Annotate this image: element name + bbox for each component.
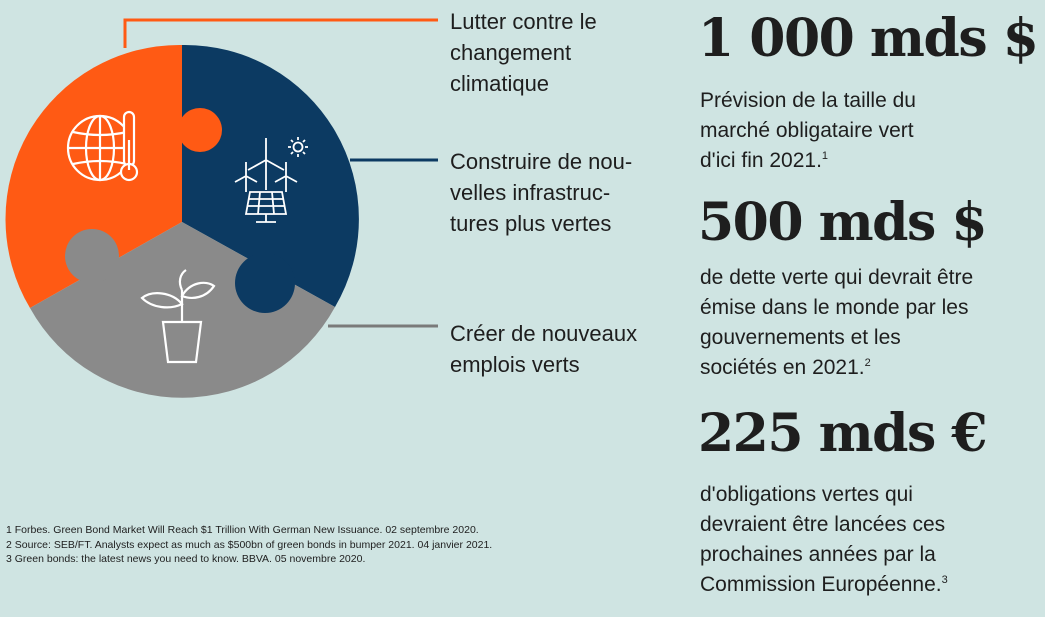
stat-value-1: 1 000 mds $: [698, 8, 1038, 69]
label-infrastructure-line: Construire de nou-: [450, 149, 633, 174]
label-climate-line: changement: [450, 40, 572, 65]
stat-desc-line: émise dans le monde par les: [700, 296, 969, 319]
label-jobs: [450, 318, 690, 380]
stat-desc-line: Prévision de la taille du: [700, 89, 916, 112]
stat-desc-text: d'ici fin 2021.: [700, 149, 822, 172]
stat-desc-text: sociétés en 2021.: [700, 356, 865, 379]
footnote-ref: 1: [821, 150, 829, 162]
footnote-2: 2 Source: SEB/FT. Analysts expect as much as $500bn of green bonds in bumper 2021. 04 janvier 2021.: [6, 538, 493, 551]
label-infrastructure-line: tures plus vertes: [450, 211, 612, 236]
stat-desc-2: [700, 263, 1045, 383]
stat-value-3: 225 mds €: [698, 403, 987, 464]
stat-desc-1: [700, 86, 1045, 176]
stat-desc-line: [700, 353, 1045, 383]
footnote-ref: 2: [864, 357, 871, 369]
stat-desc-text: Commission Européenne.: [700, 573, 942, 596]
label-climate-line: Lutter contre le: [450, 9, 597, 34]
stat-value-2: 500 mds $: [698, 192, 987, 253]
label-jobs-line: emplois verts: [450, 352, 580, 377]
callout-line-orange: [125, 20, 438, 48]
label-climate-line: climatique: [450, 71, 550, 96]
stat-desc-line: prochaines années par la: [700, 543, 936, 566]
label-infrastructure-line: velles infrastruc-: [450, 180, 611, 205]
stat-desc-line: gouvernements et les: [700, 326, 901, 349]
footnotes: [6, 523, 492, 567]
stat-desc-3: [700, 480, 1045, 600]
stat-desc-line: d'obligations vertes qui: [700, 483, 913, 506]
stat-desc-line: devraient être lancées ces: [700, 513, 946, 536]
stat-desc-line: [700, 146, 1045, 176]
stat-desc-line: marché obligataire vert: [700, 119, 914, 142]
label-infrastructure: [450, 146, 690, 239]
label-jobs-line: Créer de nouveaux: [450, 321, 638, 346]
footnote-ref: 3: [941, 574, 948, 586]
stat-desc-line: [700, 570, 1045, 600]
footnote-1: 1 Forbes. Green Bond Market Will Reach $1 Trillion With German New Issuance. 02 septembre 2020.: [6, 524, 479, 536]
label-climate: [450, 6, 690, 99]
footnote-3: 3 Green bonds: the latest news you need to know. BBVA. 05 novembre 2020.: [6, 553, 366, 565]
stat-desc-line: de dette verte qui devrait être: [700, 266, 974, 289]
callout-lines: [0, 0, 450, 360]
